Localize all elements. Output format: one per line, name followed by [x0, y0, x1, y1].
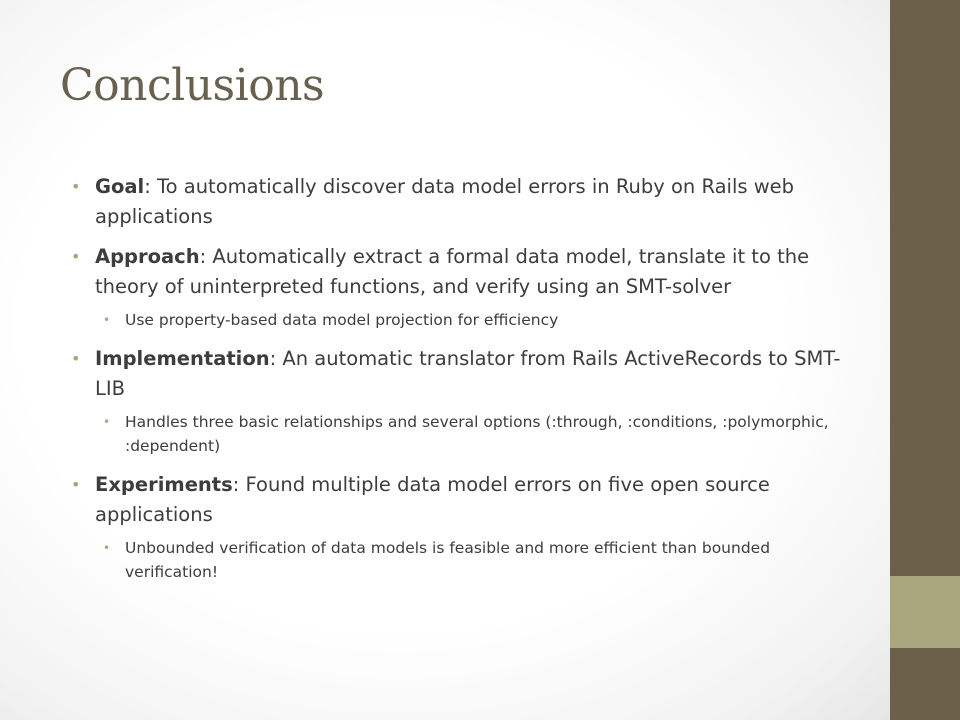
decorative-sidebar [890, 0, 960, 720]
bullet-keyword: Implementation [95, 347, 270, 370]
sidebar-band-bottom [890, 648, 960, 720]
bullet-goal [71, 172, 841, 232]
sidebar-band-middle [890, 576, 960, 648]
sub-bullet-unbounded: • Unbounded verification of data models is feasible and more efficient than bounded verification! [103, 536, 841, 584]
sub-bullet-projection: • Use property-based data model projection for efficiency [103, 308, 841, 332]
bullet-keyword: Approach [95, 245, 200, 268]
slide-title: Conclusions [60, 60, 325, 111]
bullet-experiments [71, 470, 841, 530]
bullet-list [71, 172, 841, 596]
sidebar-band-top [890, 0, 960, 576]
bullet-approach [71, 242, 841, 302]
bullet-text: : Automatically extract a formal data model, translate it to the theory of uninterpreted functions, and verify using an SMT-solver [95, 245, 810, 298]
bullet-text: : Found multiple data model errors on five open source applications [95, 473, 770, 526]
sub-bullet-relationships: • Handles three basic relationships and several options (:through, :conditions, :polymorphic, :dependent) [103, 410, 841, 458]
bullet-text: : An automatic translator from Rails ActiveRecords to SMT-LIB [95, 347, 841, 400]
bullet-keyword: Experiments [95, 473, 233, 496]
bullet-text: : To automatically discover data model errors in Ruby on Rails web applications [95, 175, 795, 228]
bullet-implementation [71, 344, 841, 404]
bullet-keyword: Goal [95, 175, 145, 198]
